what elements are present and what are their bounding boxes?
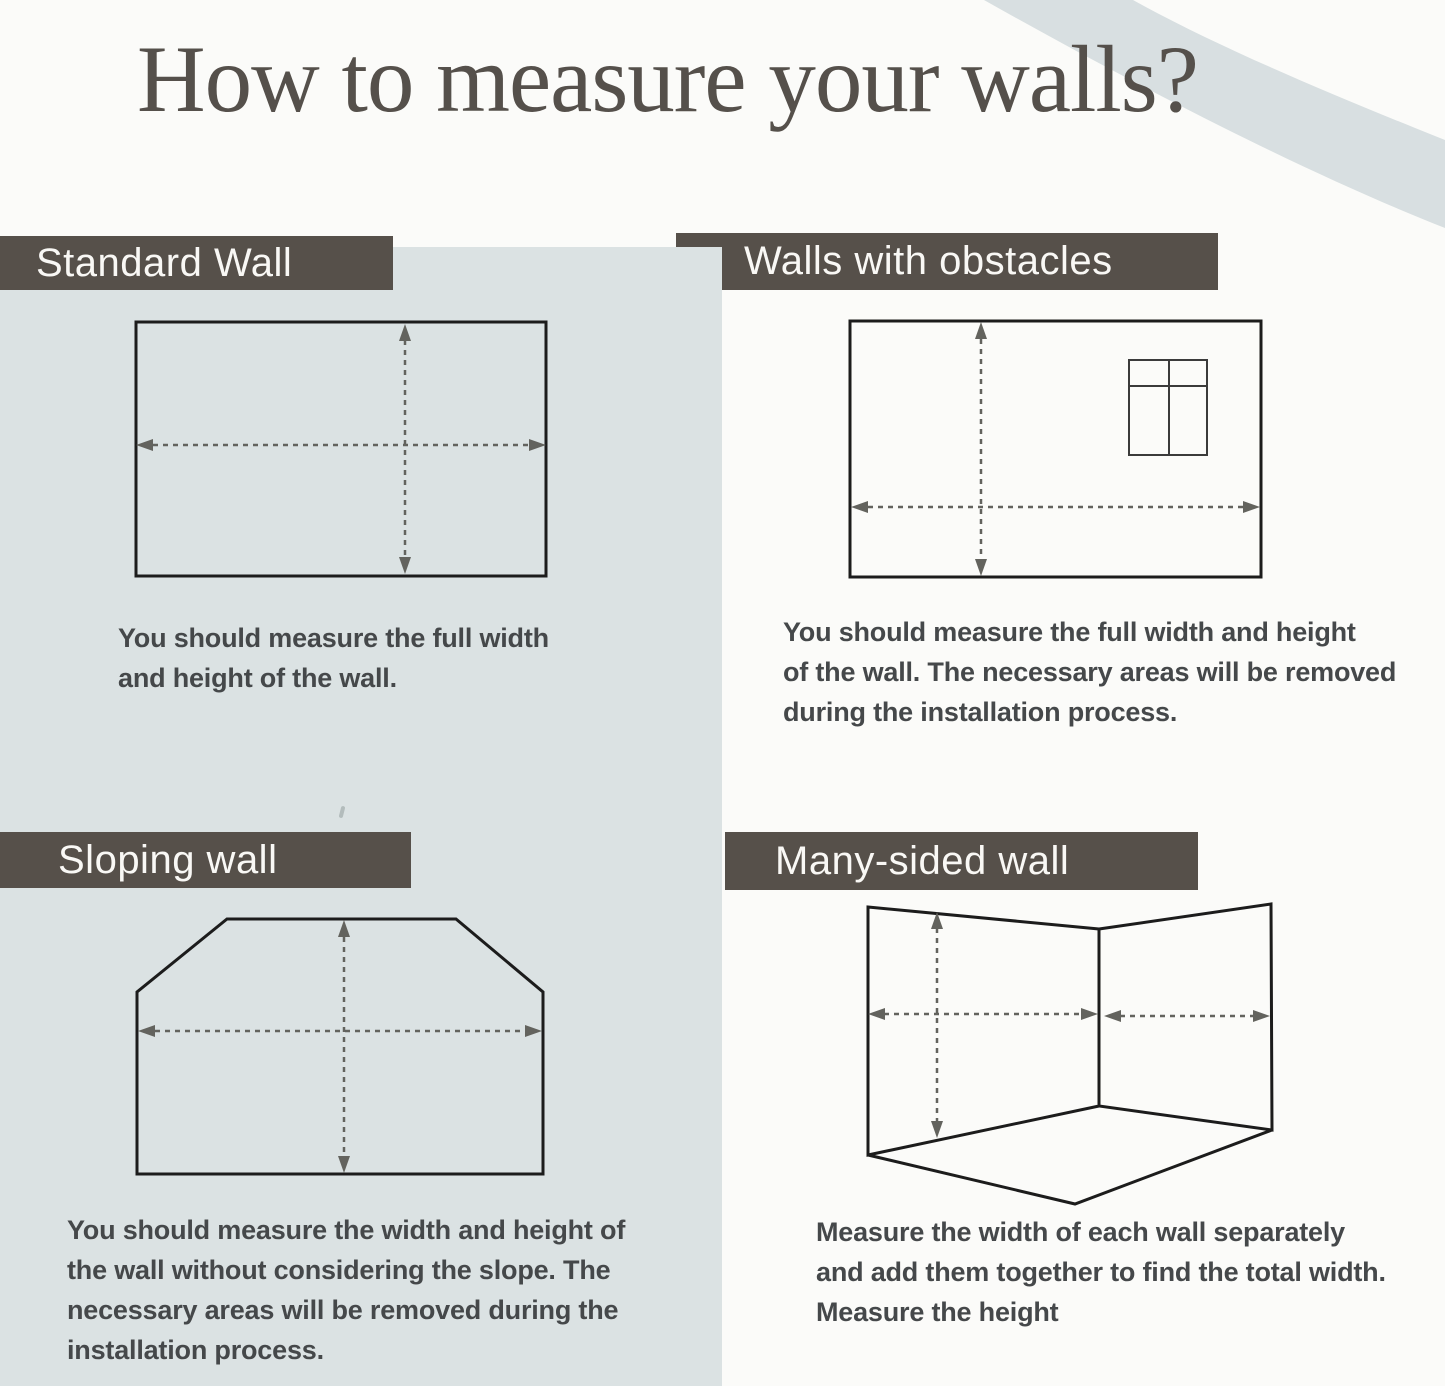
height-arrow-icon xyxy=(931,912,943,1138)
note-line: You should measure the full width and height xyxy=(783,617,1356,647)
left-width-arrow-icon xyxy=(868,1008,1098,1020)
height-arrow-icon xyxy=(975,322,987,576)
section-header-sloping-wall xyxy=(0,832,411,888)
note-line: the wall without considering the slope. The xyxy=(67,1255,611,1285)
wall-outline xyxy=(136,322,546,576)
note-line: and add them together to find the total width. xyxy=(816,1257,1386,1287)
many-sided-wall-note xyxy=(816,1212,1386,1332)
left-wall-outline xyxy=(868,907,1099,1155)
obstacle-wall-diagram xyxy=(830,300,1290,600)
height-arrow-icon xyxy=(399,324,411,574)
section-header-many-sided-wall xyxy=(725,832,1198,890)
right-width-arrow-icon xyxy=(1104,1010,1270,1022)
page-title: How to measure your walls? xyxy=(137,26,1198,132)
section-header-label: Sloping wall xyxy=(58,837,278,882)
width-arrow-icon xyxy=(851,501,1260,513)
section-header-label: Many-sided wall xyxy=(775,838,1070,883)
window-icon xyxy=(1129,360,1207,455)
note-line: You should measure the full width xyxy=(118,623,549,653)
width-arrow-icon xyxy=(136,439,546,451)
section-header-standard-wall xyxy=(0,236,393,290)
width-arrow-icon xyxy=(138,1025,542,1037)
wall-outline xyxy=(137,919,543,1174)
section-header-label: Walls with obstacles xyxy=(744,239,1113,283)
sloping-wall-diagram xyxy=(80,890,580,1200)
note-line: Measure the width of each wall separately xyxy=(816,1217,1345,1247)
sloping-wall-note xyxy=(67,1210,625,1370)
section-header-walls-with-obstacles xyxy=(676,233,1218,290)
note-line: Measure the height xyxy=(816,1297,1059,1327)
note-line: of the wall. The necessary areas will be removed xyxy=(783,657,1397,687)
standard-wall-note xyxy=(118,618,549,698)
note-line: You should measure the width and height of xyxy=(67,1215,626,1245)
note-line: necessary areas will be removed during the xyxy=(67,1295,619,1325)
note-line: and height of the wall. xyxy=(118,663,397,693)
note-line: during the installation process. xyxy=(783,697,1178,727)
standard-wall-diagram xyxy=(100,300,580,600)
height-arrow-icon xyxy=(338,920,350,1173)
section-header-label: Standard Wall xyxy=(36,240,293,285)
obstacle-wall-note xyxy=(783,612,1396,732)
note-line: installation process. xyxy=(67,1335,324,1365)
